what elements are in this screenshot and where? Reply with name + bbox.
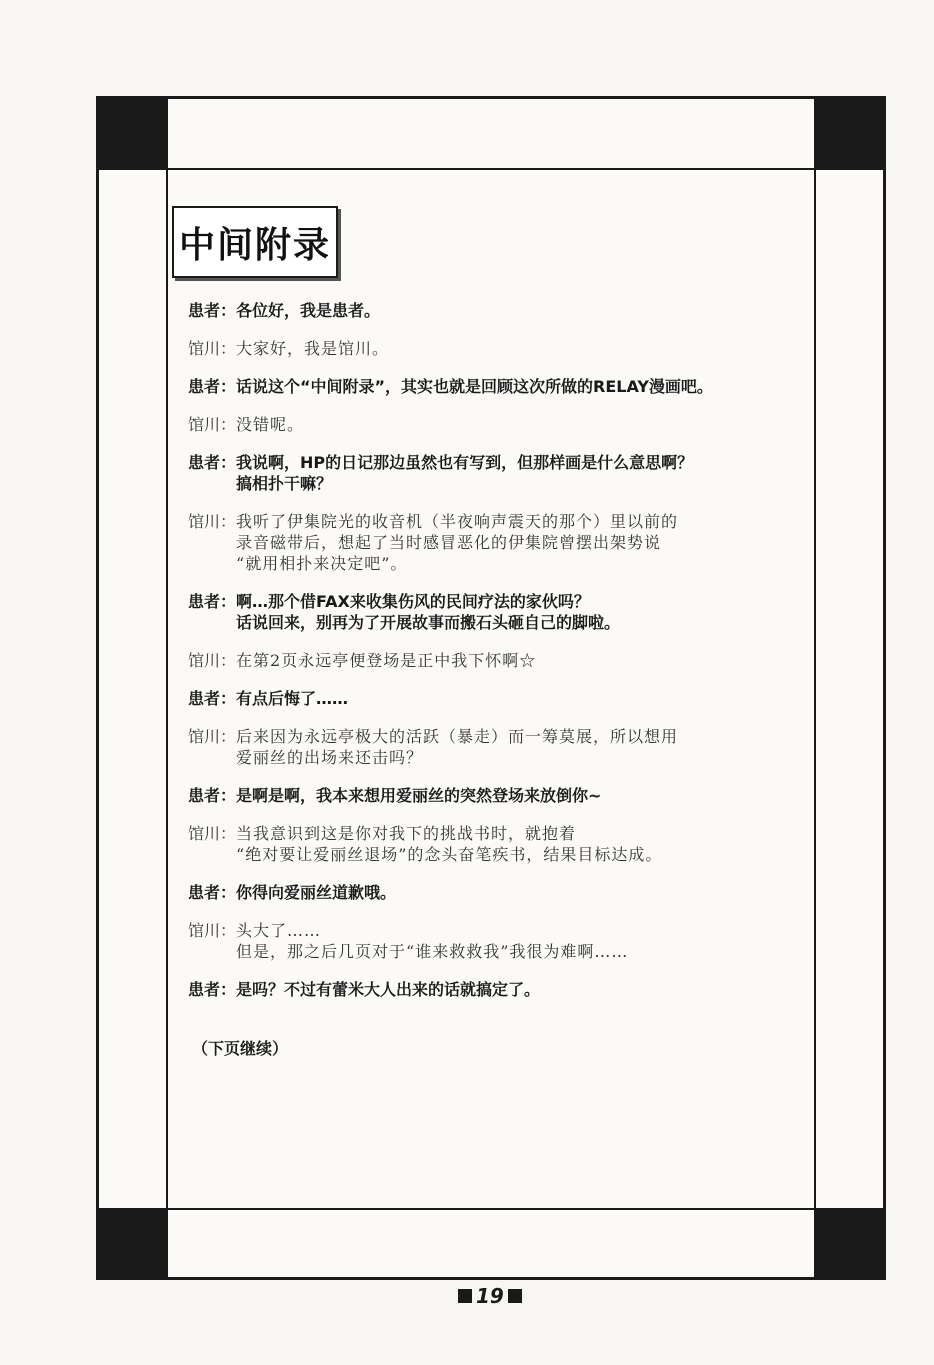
dialogue-text [236, 414, 304, 435]
dialogue-text [236, 452, 693, 494]
speaker-label: 馆川： [188, 512, 237, 531]
dialogue-line [188, 688, 818, 709]
dialogue-line [188, 650, 818, 671]
dialogue-text-line: 啊…那个借FAX来收集伤风的民间疗法的家伙吗？ [236, 592, 590, 611]
dialogue-line [188, 338, 818, 359]
speaker-label: 患者： [188, 301, 237, 320]
dialogue-text [236, 882, 396, 903]
dialogue-text-line: 是啊是啊，我本来想用爱丽丝的突然登场来放倒你~ [236, 786, 602, 805]
dialogue-text-line: 话说回来，别再为了开展故事而搬石头砸自己的脚啦。 [236, 613, 621, 632]
page-title: 中间附录 [178, 224, 331, 266]
page-number [458, 1284, 522, 1308]
dialogue-text-line: 当我意识到这是你对我下的挑战书时，就抱着 [236, 824, 577, 843]
dialogue-text-line: 爱丽丝的出场来还击吗？ [236, 748, 424, 767]
dialogue-text-line: 没错呢。 [236, 415, 305, 434]
dialogue-line [188, 300, 818, 321]
dialogue-text-line: 我听了伊集院光的收音机（半夜响声震天的那个）里以前的 [236, 512, 679, 531]
dialogue-text-line: 搞相扑干嘛？ [236, 474, 333, 493]
dialogue-line [188, 823, 818, 865]
speaker-label: 馆川： [188, 921, 237, 940]
speaker-label: 馆川： [188, 415, 237, 434]
corner-block-top-right [814, 96, 886, 168]
frame-bottom-rule [96, 1208, 886, 1210]
dialogue-line [188, 511, 818, 574]
dialogue-line [188, 882, 818, 903]
dialogue-text-line: 录音磁带后，想起了当时感冒恶化的伊集院曾摆出架势说 [236, 533, 662, 552]
corner-block-bottom-right [814, 1208, 886, 1280]
dialogue-text-line: 我说啊，HP的日记那边虽然也有写到，但那样画是什么意思啊？ [236, 453, 694, 472]
speaker-label: 患者： [188, 883, 237, 902]
page-number-left-block [458, 1289, 472, 1303]
speaker-label: 馆川： [188, 651, 237, 670]
speaker-label: 馆川： [188, 727, 237, 746]
dialogue-text [236, 338, 389, 359]
corner-block-bottom-left [96, 1208, 168, 1280]
dialogue-text [236, 511, 678, 574]
dialogue-text [236, 785, 601, 806]
dialogue-text [236, 920, 628, 962]
dialogue-text-line: 你得向爱丽丝道歉哦。 [236, 883, 397, 902]
dialogue-text [236, 823, 662, 865]
speaker-label: 患者： [188, 377, 237, 396]
speaker-label: 患者： [188, 689, 237, 708]
dialogue-text-line: 各位好，我是患者。 [236, 301, 381, 320]
speaker-label: 患者： [188, 980, 237, 999]
dialogue-text-line: 但是，那之后几页对于“谁来救救我”我很为难啊…… [236, 942, 629, 961]
speaker-label: 患者： [188, 453, 237, 472]
dialogue-text [236, 376, 713, 397]
dialogue-text [236, 591, 620, 633]
dialogue-text-line: 在第2页永远亭便登场是正中我下怀啊☆ [236, 651, 537, 670]
dialogue-line [188, 979, 818, 1000]
dialogue-text-line: “绝对要让爱丽丝退场”的念头奋笔疾书，结果目标达成。 [236, 845, 663, 864]
dialogue-text [236, 688, 348, 709]
continue-note: （下页继续） [192, 1039, 289, 1058]
dialogue-text [236, 650, 536, 671]
speaker-label: 馆川： [188, 824, 237, 843]
page-number-right-block [508, 1289, 522, 1303]
title-box [172, 206, 338, 278]
dialogue-line [188, 726, 818, 768]
speaker-label: 馆川： [188, 339, 237, 358]
dialogue-line [188, 414, 818, 435]
speaker-label: 患者： [188, 592, 237, 611]
frame-top-rule [96, 168, 886, 170]
dialogue-text [236, 979, 540, 1000]
dialogue-text-line: 头大了…… [236, 921, 322, 940]
dialogue-line [188, 785, 818, 806]
dialogue [188, 300, 818, 1017]
page-number-text: 19 [476, 1284, 504, 1308]
dialogue-text-line: 是吗？不过有蕾米大人出来的话就搞定了。 [236, 980, 541, 999]
dialogue-text-line: “就用相扑来决定吧”。 [236, 554, 408, 573]
dialogue-line [188, 452, 818, 494]
dialogue-line [188, 591, 818, 633]
dialogue-text-line: 后来因为永远亭极大的活跃（暴走）而一筹莫展，所以想用 [236, 727, 679, 746]
dialogue-line [188, 920, 818, 962]
dialogue-text-line: 话说这个“中间附录”，其实也就是回顾这次所做的RELAY漫画吧。 [236, 377, 713, 396]
dialogue-line [188, 376, 818, 397]
dialogue-text [236, 300, 380, 321]
dialogue-text-line: 大家好，我是馆川。 [236, 339, 390, 358]
dialogue-text [236, 726, 678, 768]
speaker-label: 患者： [188, 786, 237, 805]
corner-block-top-left [96, 96, 168, 168]
dialogue-text-line: 有点后悔了…… [236, 689, 349, 708]
